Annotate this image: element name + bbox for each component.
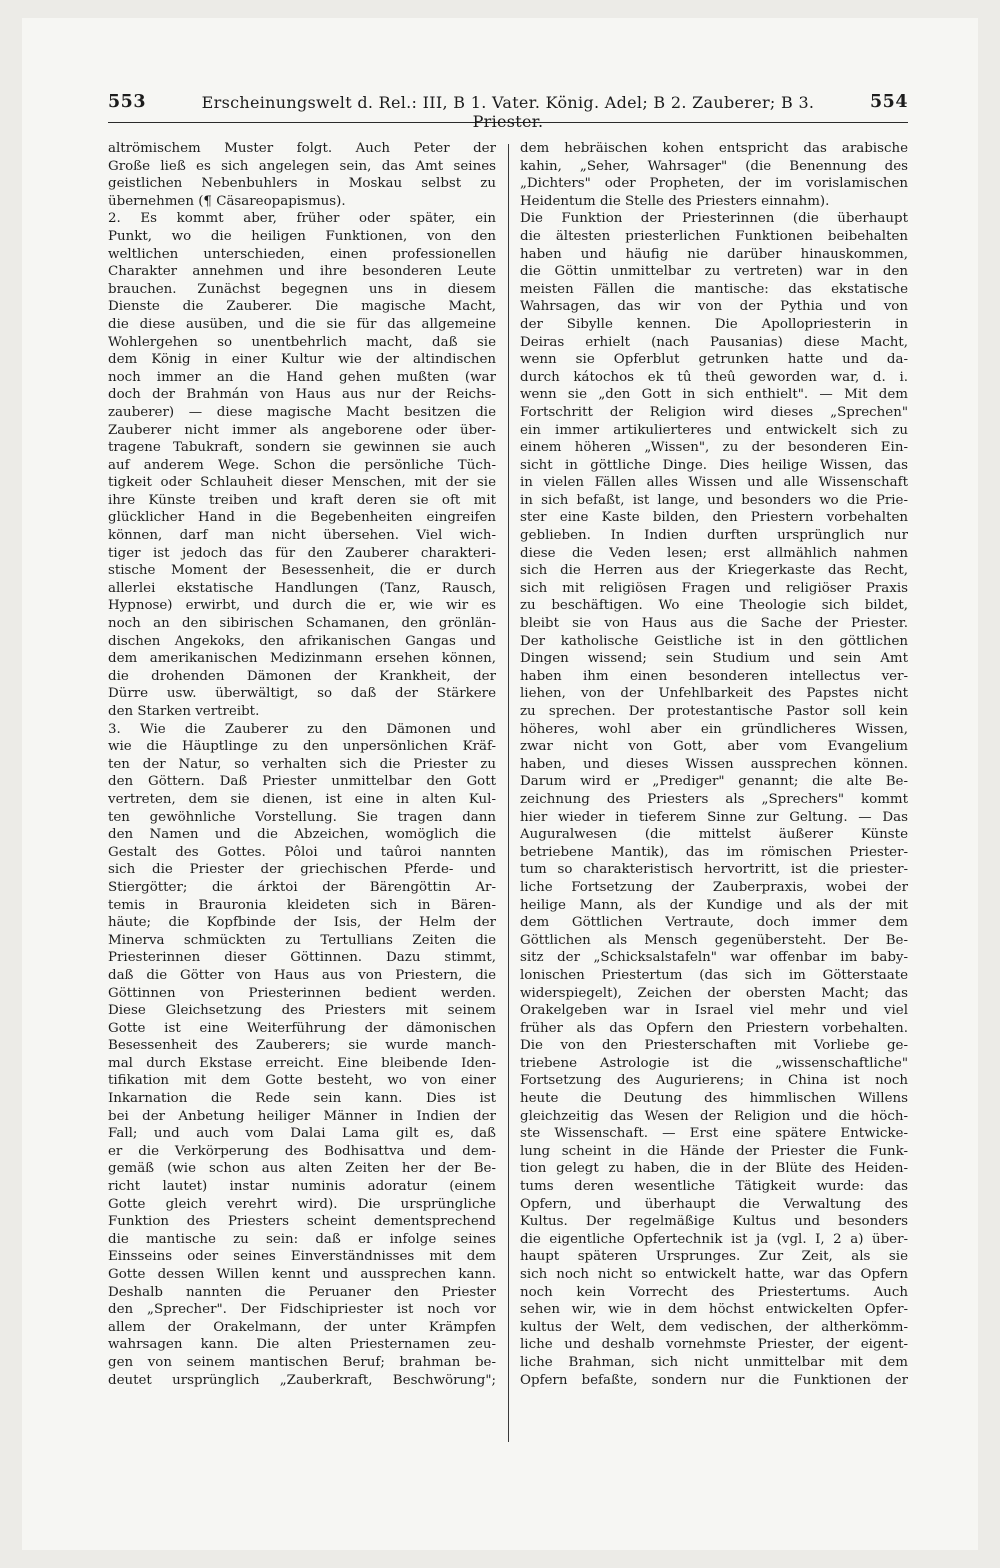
text-line: den Starken vertreibt.: [108, 704, 260, 719]
text-line: Diese Gleichsetzung des Priesters mit seinem: [108, 1003, 496, 1019]
text-line: stische Moment der Besessenheit, die er durch: [108, 563, 496, 579]
text-line: Auguralwesen (die mittelst äußerer Künste: [520, 827, 908, 843]
text-line: ihre Künste treiben und kraft deren sie oft mit: [108, 492, 496, 508]
text-line: geistlichen Nebenbuhlers in Moskau selbst zu: [108, 176, 496, 192]
text-line: Stiergötter; die árktoi der Bärengöttin Ar-: [108, 879, 496, 895]
text-line: 3. Wie die Zauberer zu den Dämonen und: [108, 721, 496, 737]
text-line: tion gelegt zu haben, die in der Blüte des Heiden-: [520, 1161, 908, 1177]
text-line: lonischen Priestertum (das sich im Götterstaate: [520, 967, 908, 983]
text-line: Kultus. Der regelmäßige Kultus und besonders: [520, 1214, 908, 1230]
text-line: Besessenheit des Zauberers; sie wurde manch-: [108, 1038, 496, 1054]
text-line: die eigentliche Opfertechnik ist ja (vgl. I, 2 a) über-: [520, 1231, 908, 1247]
text-line: die ältesten priesterlichen Funktionen beibehalten: [520, 228, 908, 244]
text-line: sitz der „Schicksalstafeln" war offenbar im baby-: [520, 950, 908, 966]
text-line: liehen, von der Unfehlbarkeit des Papstes nicht: [520, 686, 908, 702]
text-line: sich die Priester der griechischen Pferde- und: [108, 862, 496, 878]
text-line: Fall; und auch vom Dalai Lama gilt es, daß: [108, 1126, 496, 1142]
text-line: liche Fortsetzung der Zauberpraxis, wobei der: [520, 879, 908, 895]
text-line: Opfern, und überhaupt die Verwaltung des: [520, 1196, 908, 1212]
right-text-column: [520, 140, 908, 1389]
text-line: gleichzeitig das Wesen der Religion und die höch-: [520, 1108, 908, 1124]
text-line: früher als das Opfern den Priestern vorbehalten.: [520, 1020, 908, 1036]
text-line: haupt späteren Ursprunges. Zur Zeit, als sie: [520, 1249, 908, 1265]
page-number-right: 554: [869, 92, 908, 112]
text-line: tragene Tabukraft, sondern sie gewinnen sie auch: [108, 440, 496, 456]
text-line: Große ließ es sich angelegen sein, das Amt seines: [108, 158, 496, 174]
text-line: Wohlergehen so unentbehrlich macht, daß sie: [108, 334, 496, 350]
text-line: betriebene Mantik), das im römischen Priester-: [520, 844, 908, 860]
text-line: Dürre usw. überwältigt, so daß der Stärkere: [108, 686, 496, 702]
text-line: weltlichen unterschieden, einen professionellen: [108, 246, 496, 262]
text-line: durch kátochos ek tû theû geworden war, d. i.: [520, 369, 908, 385]
text-line: gen von seinem mantischen Beruf; brahman be-: [108, 1354, 496, 1370]
text-line: haben, und dieses Wissen aussprechen können.: [520, 756, 908, 772]
text-line: Einsseins oder seines Einverständnisses mit dem: [108, 1249, 496, 1265]
text-line: kultus der Welt, dem vedischen, der altherkömm-: [520, 1319, 908, 1335]
text-line: zu sprechen. Der protestantische Pastor soll kein: [520, 704, 908, 719]
text-line: diese die Veden lesen; erst allmählich nahmen: [520, 545, 908, 561]
text-line: Wahrsagen, das wir von der Pythia und von: [520, 299, 908, 315]
text-line: einem höheren „Wissen", zu der besonderen Ein-: [520, 440, 908, 456]
text-line: doch der Brahmán von Haus aus nur der Reichs-: [108, 387, 496, 403]
text-line: Deiras erhielt (nach Pausanias) diese Macht,: [520, 334, 908, 350]
text-line: Gotte dessen Willen kennt und aussprechen kann.: [108, 1267, 496, 1282]
text-line: dem hebräischen kohen entspricht das arabische: [520, 141, 908, 156]
text-line: die mantische zu sein: daß er infolge seines: [108, 1231, 496, 1247]
text-line: den Namen und die Abzeichen, womöglich die: [108, 827, 496, 843]
page-number-left: 553: [108, 92, 147, 112]
text-line: temis in Brauronia kleideten sich in Bären-: [108, 897, 496, 913]
text-line: Funktion des Priesters scheint dementsprechend: [108, 1214, 496, 1230]
text-line: höheres, wohl aber ein gründlicheres Wissen,: [520, 721, 908, 737]
text-line: sich mit religiösen Fragen und religiöser Praxis: [520, 580, 908, 596]
text-line: bleibt sie von Haus aus die Sache der Priester.: [520, 616, 908, 632]
text-line: heute die Deutung des himmlischen Willens: [520, 1091, 908, 1107]
text-line: triebene Astrologie ist die „wissenschaftliche": [520, 1055, 908, 1071]
text-line: zwar nicht von Gott, aber vom Evangelium: [520, 739, 908, 755]
text-line: richt lautet) instar numinis adoratur (einem: [108, 1179, 496, 1195]
text-line: Gestalt des Gottes. Pôloi und taûroi nannten: [108, 844, 496, 860]
text-line: Hypnose) erwirbt, und durch die er, wie wir es: [108, 598, 496, 614]
text-line: sich noch nicht so entwickelt hatte, war das Opfern: [520, 1267, 908, 1282]
text-line: bei der Anbetung heiliger Männer in Indien der: [108, 1108, 496, 1124]
text-line: glücklicher Hand in die Begebenheiten eingreifen: [108, 510, 496, 526]
text-line: allem der Orakelmann, der unter Krämpfen: [108, 1319, 496, 1335]
text-line: in vielen Fällen alles Wissen und alle Wissenschaft: [520, 475, 908, 491]
text-line: Gotte gleich verehrt wird). Die ursprüngliche: [108, 1196, 496, 1212]
text-line: mal durch Ekstase erreicht. Eine bleibende Iden-: [108, 1055, 496, 1071]
text-line: sicht in göttliche Dinge. Dies heilige Wissen, das: [520, 457, 908, 473]
text-line: liche und deshalb vornehmste Priester, der eigent-: [520, 1337, 908, 1353]
text-line: vertreten, dem sie dienen, ist eine in alten Kul-: [108, 791, 496, 807]
column-divider: [508, 144, 509, 1442]
text-line: in sich befaßt, ist lange, und besonders wo die Prie-: [520, 492, 908, 508]
text-line: ste Wissenschaft. — Erst eine spätere Entwicke-: [520, 1126, 908, 1142]
text-line: dischen Angekoks, den afrikanischen Gangas und: [108, 633, 496, 649]
text-line: wahrsagen kann. Die alten Priesternamen zeu-: [108, 1337, 496, 1353]
left-text-column: [108, 140, 496, 1389]
text-line: liche Brahman, sich nicht unmittelbar mit dem: [520, 1354, 908, 1370]
text-line: Fortschritt der Religion wird dieses „Sprechen": [520, 404, 908, 420]
text-line: lung scheint in die Hände der Priester die Funk-: [520, 1143, 908, 1159]
text-line: noch kein Vorrecht des Priestertums. Auch: [520, 1284, 908, 1300]
text-line: sehen wir, wie in dem höchst entwickelten Opfer-: [520, 1302, 908, 1318]
text-line: allerlei ekstatische Handlungen (Tanz, Rausch,: [108, 580, 496, 596]
running-title: Erscheinungswelt d. Rel.: III, B 1. Vater. König. Adel; B 2. Zauberer; B 3. Priester.: [201, 93, 815, 131]
text-line: altrömischem Muster folgt. Auch Peter der: [108, 141, 496, 156]
text-line: Göttinnen von Priesterinnen bedient werden.: [108, 985, 496, 1001]
text-line: Orakelgeben war in Israel viel mehr und viel: [520, 1003, 908, 1019]
text-line: tiger ist jedoch das für den Zauberer charakteri-: [108, 545, 496, 561]
text-line: Opfern befaßte, sondern nur die Funktionen der: [520, 1372, 908, 1388]
text-line: übernehmen (¶ Cäsareopapismus).: [108, 193, 346, 209]
text-line: widerspiegelt), Zeichen der obersten Macht; das: [520, 985, 908, 1001]
text-line: Der katholische Geistliche ist in den göttlichen: [520, 633, 908, 649]
text-line: können, darf man nicht übersehen. Viel wich-: [108, 528, 496, 544]
text-line: meisten Fällen die mantische: das ekstatische: [520, 281, 908, 297]
text-line: heilige Mann, als der Kundige und als der mit: [520, 897, 908, 913]
text-line: Priesterinnen dieser Göttinnen. Dazu stimmt,: [108, 950, 496, 966]
text-line: den „Sprecher". Der Fidschipriester ist noch vor: [108, 1302, 496, 1318]
text-line: wie die Häuptlinge zu den unpersönlichen Kräf-: [108, 739, 496, 755]
text-line: ten gewöhnliche Vorstellung. Sie tragen dann: [108, 809, 496, 825]
text-line: dem amerikanischen Medizinmann ersehen können,: [108, 651, 496, 667]
text-line: Inkarnation die Rede sein kann. Dies ist: [108, 1091, 496, 1107]
text-line: ster eine Kaste bilden, den Priestern vorbehalten: [520, 510, 908, 526]
text-line: 2. Es kommt aber, früher oder später, ein: [108, 211, 496, 227]
text-line: sich die Herren aus der Kriegerkaste das Recht,: [520, 563, 908, 579]
text-line: Dienste die Zauberer. Die magische Macht,: [108, 299, 496, 315]
text-line: noch an den sibirischen Schamanen, den grönlän-: [108, 616, 496, 632]
text-line: noch immer an die Hand gehen mußten (war: [108, 369, 496, 385]
text-line: Dingen wissend; sein Studium und sein Amt: [520, 651, 908, 667]
text-line: wenn sie Opferblut getrunken hatte und da-: [520, 352, 908, 368]
text-line: dem König in einer Kultur wie der altindischen: [108, 352, 496, 368]
text-line: zeichnung des Priesters als „Sprechers" kommt: [520, 791, 908, 807]
text-line: Gotte ist eine Weiterführung der dämonischen: [108, 1020, 496, 1036]
text-line: Zauberer nicht immer als angeborene oder über-: [108, 422, 496, 438]
text-line: haben ihm einen besonderen intellectus ver-: [520, 668, 908, 684]
text-line: den Göttern. Daß Priester unmittelbar den Gott: [108, 774, 496, 790]
text-line: zauberer) — diese magische Macht besitzen die: [108, 404, 496, 420]
text-line: Göttlichen als Mensch gegenübersteht. Der Be-: [520, 932, 908, 948]
text-line: zu beschäftigen. Wo eine Theologie sich bildet,: [520, 598, 908, 614]
text-line: die Göttin unmittelbar zu vertreten) war in den: [520, 264, 908, 280]
text-line: Die von den Priesterschaften mit Vorliebe ge-: [520, 1038, 908, 1054]
text-line: ten der Natur, so verhalten sich die Priester zu: [108, 756, 496, 772]
text-line: hier wieder in tieferem Sinne zur Geltung. — Das: [520, 809, 908, 825]
text-line: die diese ausüben, und die sie für das allgemeine: [108, 316, 496, 332]
text-line: er die Verkörperung des Bodhisattva und dem-: [108, 1143, 496, 1159]
text-line: Minerva schmückten zu Tertullians Zeiten die: [108, 932, 496, 948]
text-line: auf anderem Wege. Schon die persönliche Tüch-: [108, 457, 496, 473]
text-line: daß die Götter von Haus aus von Priestern, die: [108, 967, 496, 983]
text-line: häute; die Kopfbinde der Isis, der Helm der: [108, 915, 496, 931]
text-line: Fortsetzung des Augurierens; in China ist noch: [520, 1073, 908, 1089]
text-line: tums deren wesentliche Tätigkeit wurde: das: [520, 1179, 908, 1195]
text-line: der Sibylle kennen. Die Apollopriesterin in: [520, 316, 908, 332]
text-line: haben und häufig nie darüber hinauskommen,: [520, 246, 908, 262]
text-line: tifikation mit dem Gotte besteht, wo von einer: [108, 1073, 496, 1089]
text-line: brauchen. Zunächst begegnen uns in diesem: [108, 281, 496, 297]
text-line: Darum wird er „Prediger" genannt; die alte Be-: [520, 774, 908, 790]
text-line: Charakter annehmen und ihre besonderen Leute: [108, 264, 496, 280]
text-line: deutet ursprünglich „Zauberkraft, Beschwörung";: [108, 1372, 496, 1388]
text-line: ein immer artikulierteres und entwickelt sich zu: [520, 422, 908, 438]
text-line: Deshalb nannten die Peruaner den Priester: [108, 1284, 496, 1300]
text-line: tigkeit oder Schlauheit dieser Menschen, mit der sie: [108, 475, 496, 491]
text-line: gemäß (wie schon aus alten Zeiten her der Be-: [108, 1161, 496, 1177]
text-line: dem Göttlichen Vertraute, doch immer dem: [520, 915, 908, 931]
text-line: kahin, „Seher, Wahrsager" (die Benennung des: [520, 158, 908, 174]
text-line: tum so charakteristisch hervortritt, ist die priester-: [520, 862, 908, 878]
text-line: die drohenden Dämonen der Krankheit, der: [108, 668, 496, 684]
text-line: geblieben. In Indien durften ursprünglich nur: [520, 528, 908, 544]
running-header: [108, 88, 908, 131]
text-line: Punkt, wo die heiligen Funktionen, von den: [108, 228, 496, 244]
text-line: Heidentum die Stelle des Priesters einnahm).: [520, 193, 830, 209]
text-line: wenn sie „den Gott in sich enthielt". — Mit dem: [520, 387, 908, 403]
text-line: „Dichters" oder Propheten, der im vorislamischen: [520, 176, 908, 192]
text-line: Die Funktion der Priesterinnen (die überhaupt: [520, 211, 908, 227]
